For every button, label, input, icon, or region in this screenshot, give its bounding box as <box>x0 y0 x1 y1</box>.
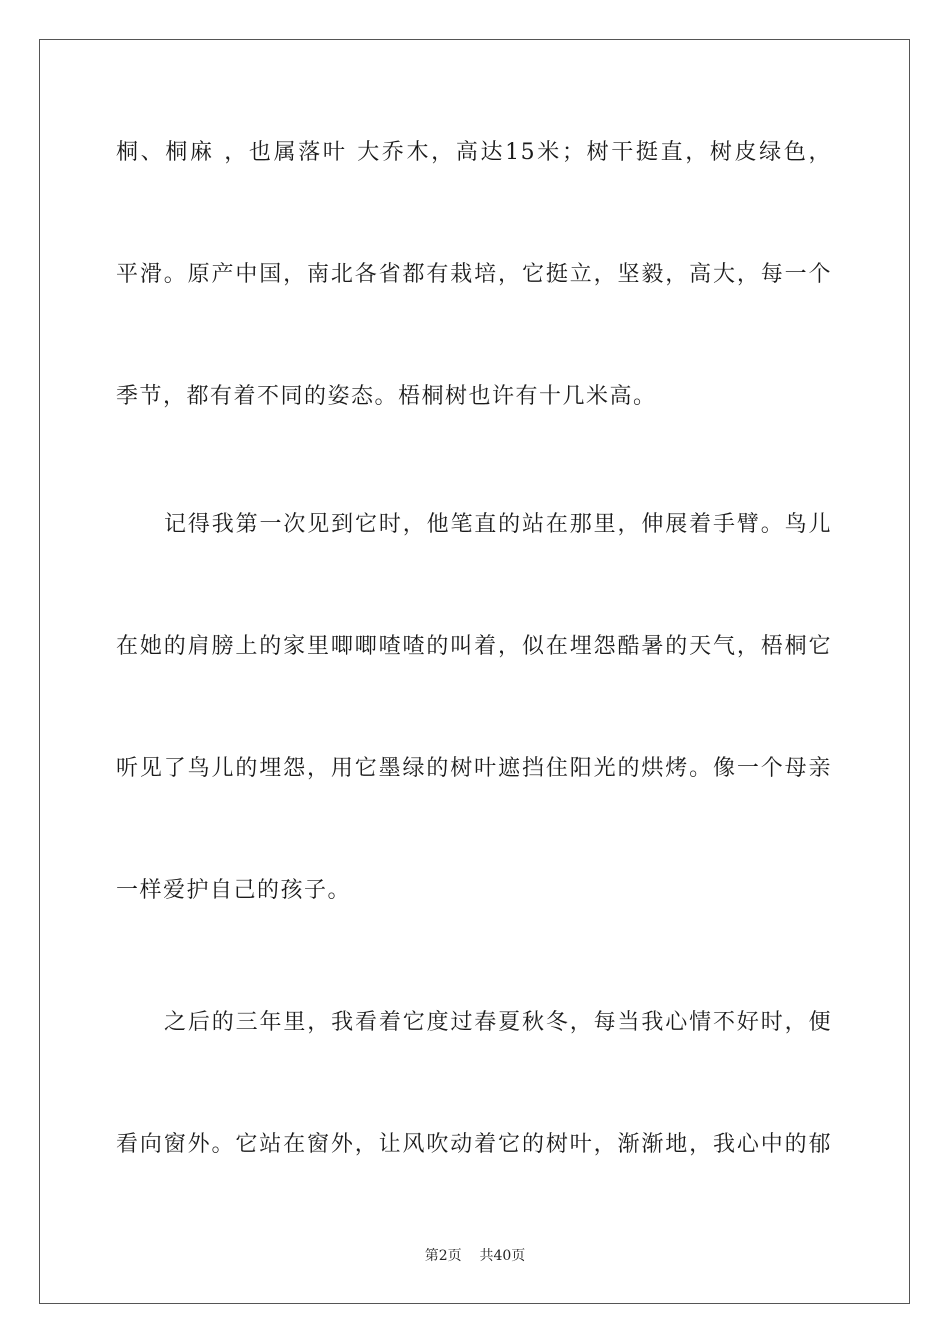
text-line-6: 听见了鸟儿的埋怨，用它墨绿的树叶遮挡住阳光的烘烤。像一个母亲 <box>116 756 832 781</box>
text-line-3: 季节，都有着不同的姿态。梧桐树也许有十几米高。 <box>116 384 657 409</box>
page-frame <box>39 39 910 1304</box>
text-line-9: 看向窗外。它站在窗外，让风吹动着它的树叶，渐渐地，我心中的郁 <box>116 1132 832 1157</box>
text-line-7: 一样爱护自己的孩子。 <box>116 878 352 903</box>
page-number-footer: 第2页 共40页 <box>424 1248 526 1264</box>
text-line-8: 之后的三年里，我看着它度过春夏秋冬，每当我心情不好时，便 <box>164 1010 832 1035</box>
text-line-2: 平滑。原产中国，南北各省都有栽培，它挺立，坚毅，高大，每一个 <box>116 262 832 287</box>
text-line-5: 在她的肩膀上的家里唧唧喳喳的叫着，似在埋怨酷暑的天气，梧桐它 <box>116 634 832 659</box>
text-line-4: 记得我第一次见到它时，他笔直的站在那里，伸展着手臂。鸟儿 <box>164 512 832 537</box>
text-line-1: 桐、桐麻 ，也属落叶 大乔木，高达15米；树干挺直，树皮绿色， <box>116 140 832 165</box>
